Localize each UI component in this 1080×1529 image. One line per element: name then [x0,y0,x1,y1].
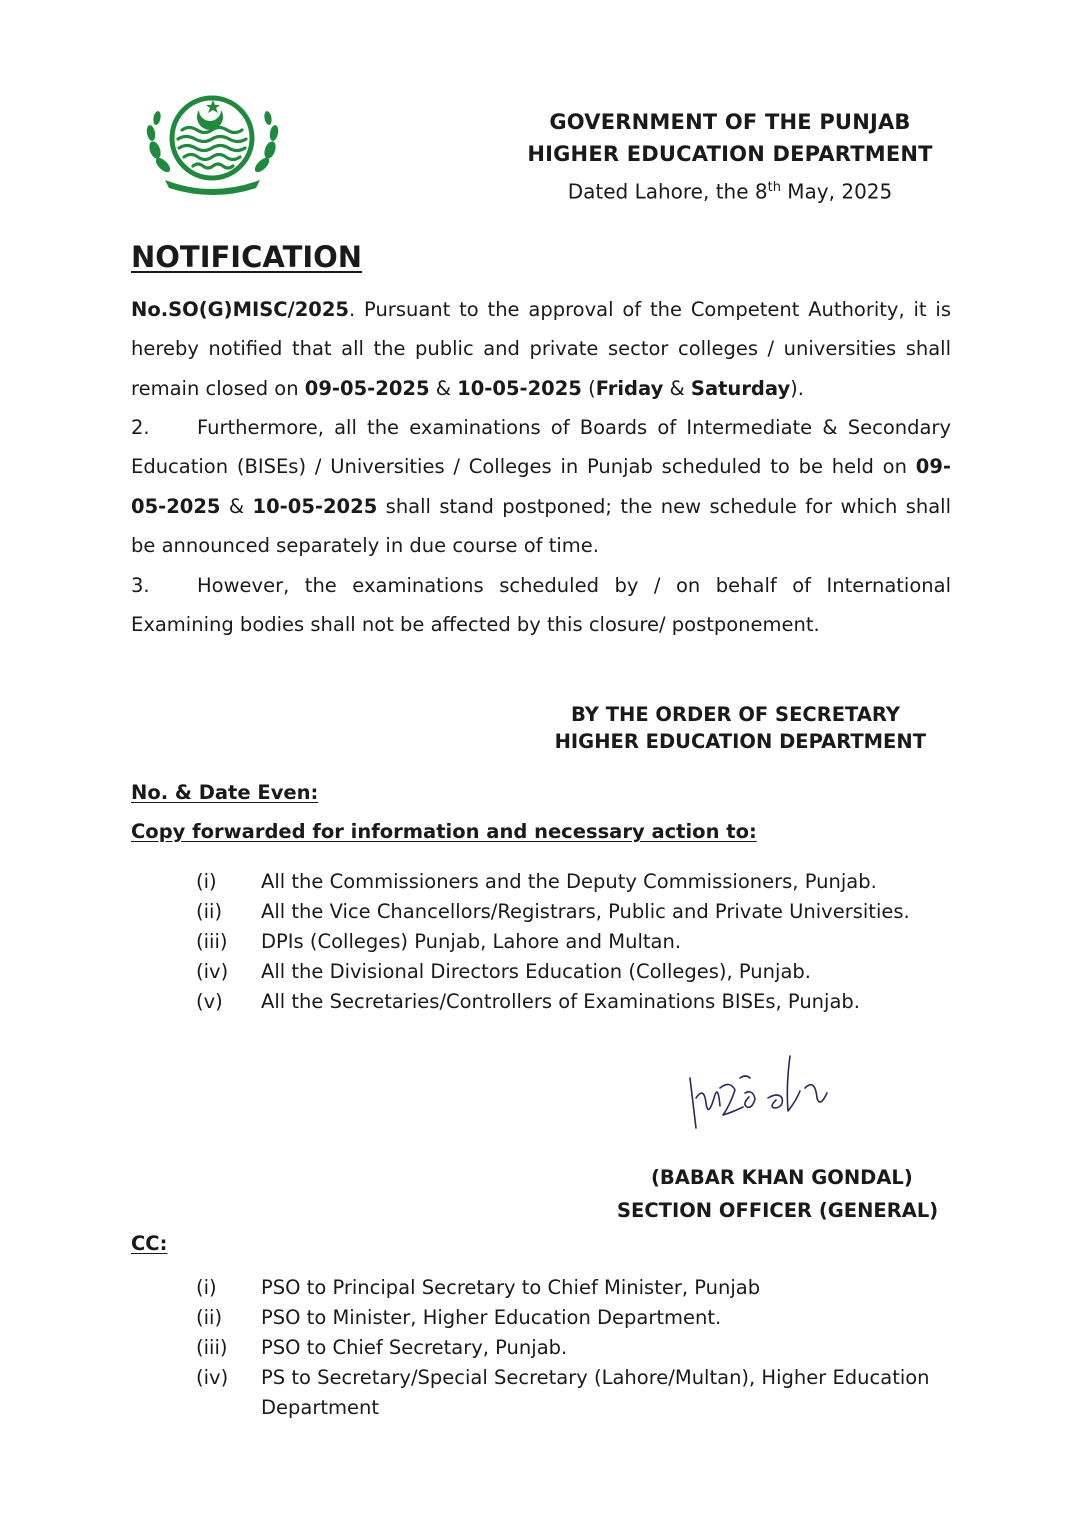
list-item [196,867,936,897]
department-title: HIGHER EDUCATION DEPARTMENT [527,142,933,166]
paragraph-1-text: . Pursuant to the approval of the Competent Authority, it is hereby notified that all the public and private sector colleges / universities shall remain closed on [131,298,951,400]
paragraph-2-text-end: shall stand postponed; the new schedule for which shall be announced separately in due course of time. [131,494,952,557]
paragraph-3-number: 3. [131,574,150,597]
order-line-1: BY THE ORDER OF SECRETARY [571,703,900,726]
list-text: All the Commissioners and the Deputy Commissioners, Punjab. [261,870,877,893]
date-line [480,174,980,206]
list-index: (ii) [196,900,223,923]
list-item [196,927,936,957]
postponed-date-1: 09-05-2025 [131,455,951,518]
closure-date-1: 09-05-2025 [304,376,430,400]
order-line-2: HIGHER EDUCATION DEPARTMENT [554,730,926,753]
postponed-date-2: 10-05-2025 [252,494,378,518]
list-index: (i) [196,870,217,893]
paragraph-3-text: However, the examinations scheduled by / on behalf of International Examining bodies shall not be affected by this closure/ postponement. [131,574,951,637]
list-item [196,1363,936,1423]
paragraph-2-text: Furthermore, all the examinations of Boards of Intermediate & Secondary Education (BISEs) / Universities / Colleges in Punjab scheduled to be held on [131,416,951,479]
list-item [196,987,936,1017]
list-item [196,897,936,927]
copy-forwarded-heading: Copy forwarded for information and necessary action to: [131,820,757,843]
list-text: All the Vice Chancellors/Registrars, Public and Private Universities. [261,900,910,923]
list-text: PSO to Chief Secretary, Punjab. [261,1336,568,1359]
list-item [196,1303,936,1333]
notification-number: No.SO(G)MISC/2025 [131,298,349,321]
dated-ordinal: th [767,180,781,195]
list-item [196,957,936,987]
list-item [196,1333,936,1363]
list-index: (iii) [196,1336,228,1359]
punjab-government-emblem-icon [135,88,290,200]
list-index: (ii) [196,1306,223,1329]
list-index: (iv) [196,1366,229,1389]
cc-heading: CC: [131,1232,168,1255]
list-index: (v) [196,990,223,1013]
list-text: DPIs (Colleges) Punjab, Lahore and Multan. [261,930,682,953]
dated-prefix: Dated Lahore, the 8 [567,179,768,204]
list-index: (iv) [196,960,229,983]
list-text: PSO to Minister, Higher Education Department. [261,1306,722,1329]
list-index: (iii) [196,930,228,953]
list-text: PSO to Principal Secretary to Chief Minister, Punjab [261,1276,761,1299]
paragraph-1-open-paren: ( [581,376,596,400]
signatory-name: (BABAR KHAN GONDAL) [651,1166,913,1189]
paragraph-1 [131,290,951,408]
cc-list [196,1273,936,1423]
handwritten-signature-icon [680,1048,860,1148]
list-index: (i) [196,1276,217,1299]
government-title: GOVERNMENT OF THE PUNJAB [549,110,911,134]
letterhead [480,106,980,206]
paragraph-1-ampersand-2: & [663,376,691,400]
copy-forwarded-list [196,867,936,1017]
closure-day-1: Friday [595,376,664,400]
list-text: PS to Secretary/Special Secretary (Lahore/Multan), Higher Education Department [261,1366,930,1419]
dated-suffix: May, 2025 [780,179,893,204]
paragraph-2 [131,408,951,565]
closure-day-2: Saturday [690,376,791,400]
list-text: All the Divisional Directors Education (Colleges), Punjab. [261,960,811,983]
signatory-designation: SECTION OFFICER (GENERAL) [617,1199,939,1222]
closure-date-2: 10-05-2025 [457,376,582,400]
no-date-even: No. & Date Even: [131,781,319,804]
paragraph-3 [131,566,951,645]
order-block [446,701,926,755]
list-item [196,1273,936,1303]
paragraph-1-close: ). [790,376,804,400]
paragraph-2-number: 2. [131,416,150,439]
paragraph-2-ampersand: & [220,494,253,518]
page-title: NOTIFICATION [131,240,363,274]
paragraph-1-ampersand: & [429,376,458,400]
list-text: All the Secretaries/Controllers of Examinations BISEs, Punjab. [261,990,860,1013]
